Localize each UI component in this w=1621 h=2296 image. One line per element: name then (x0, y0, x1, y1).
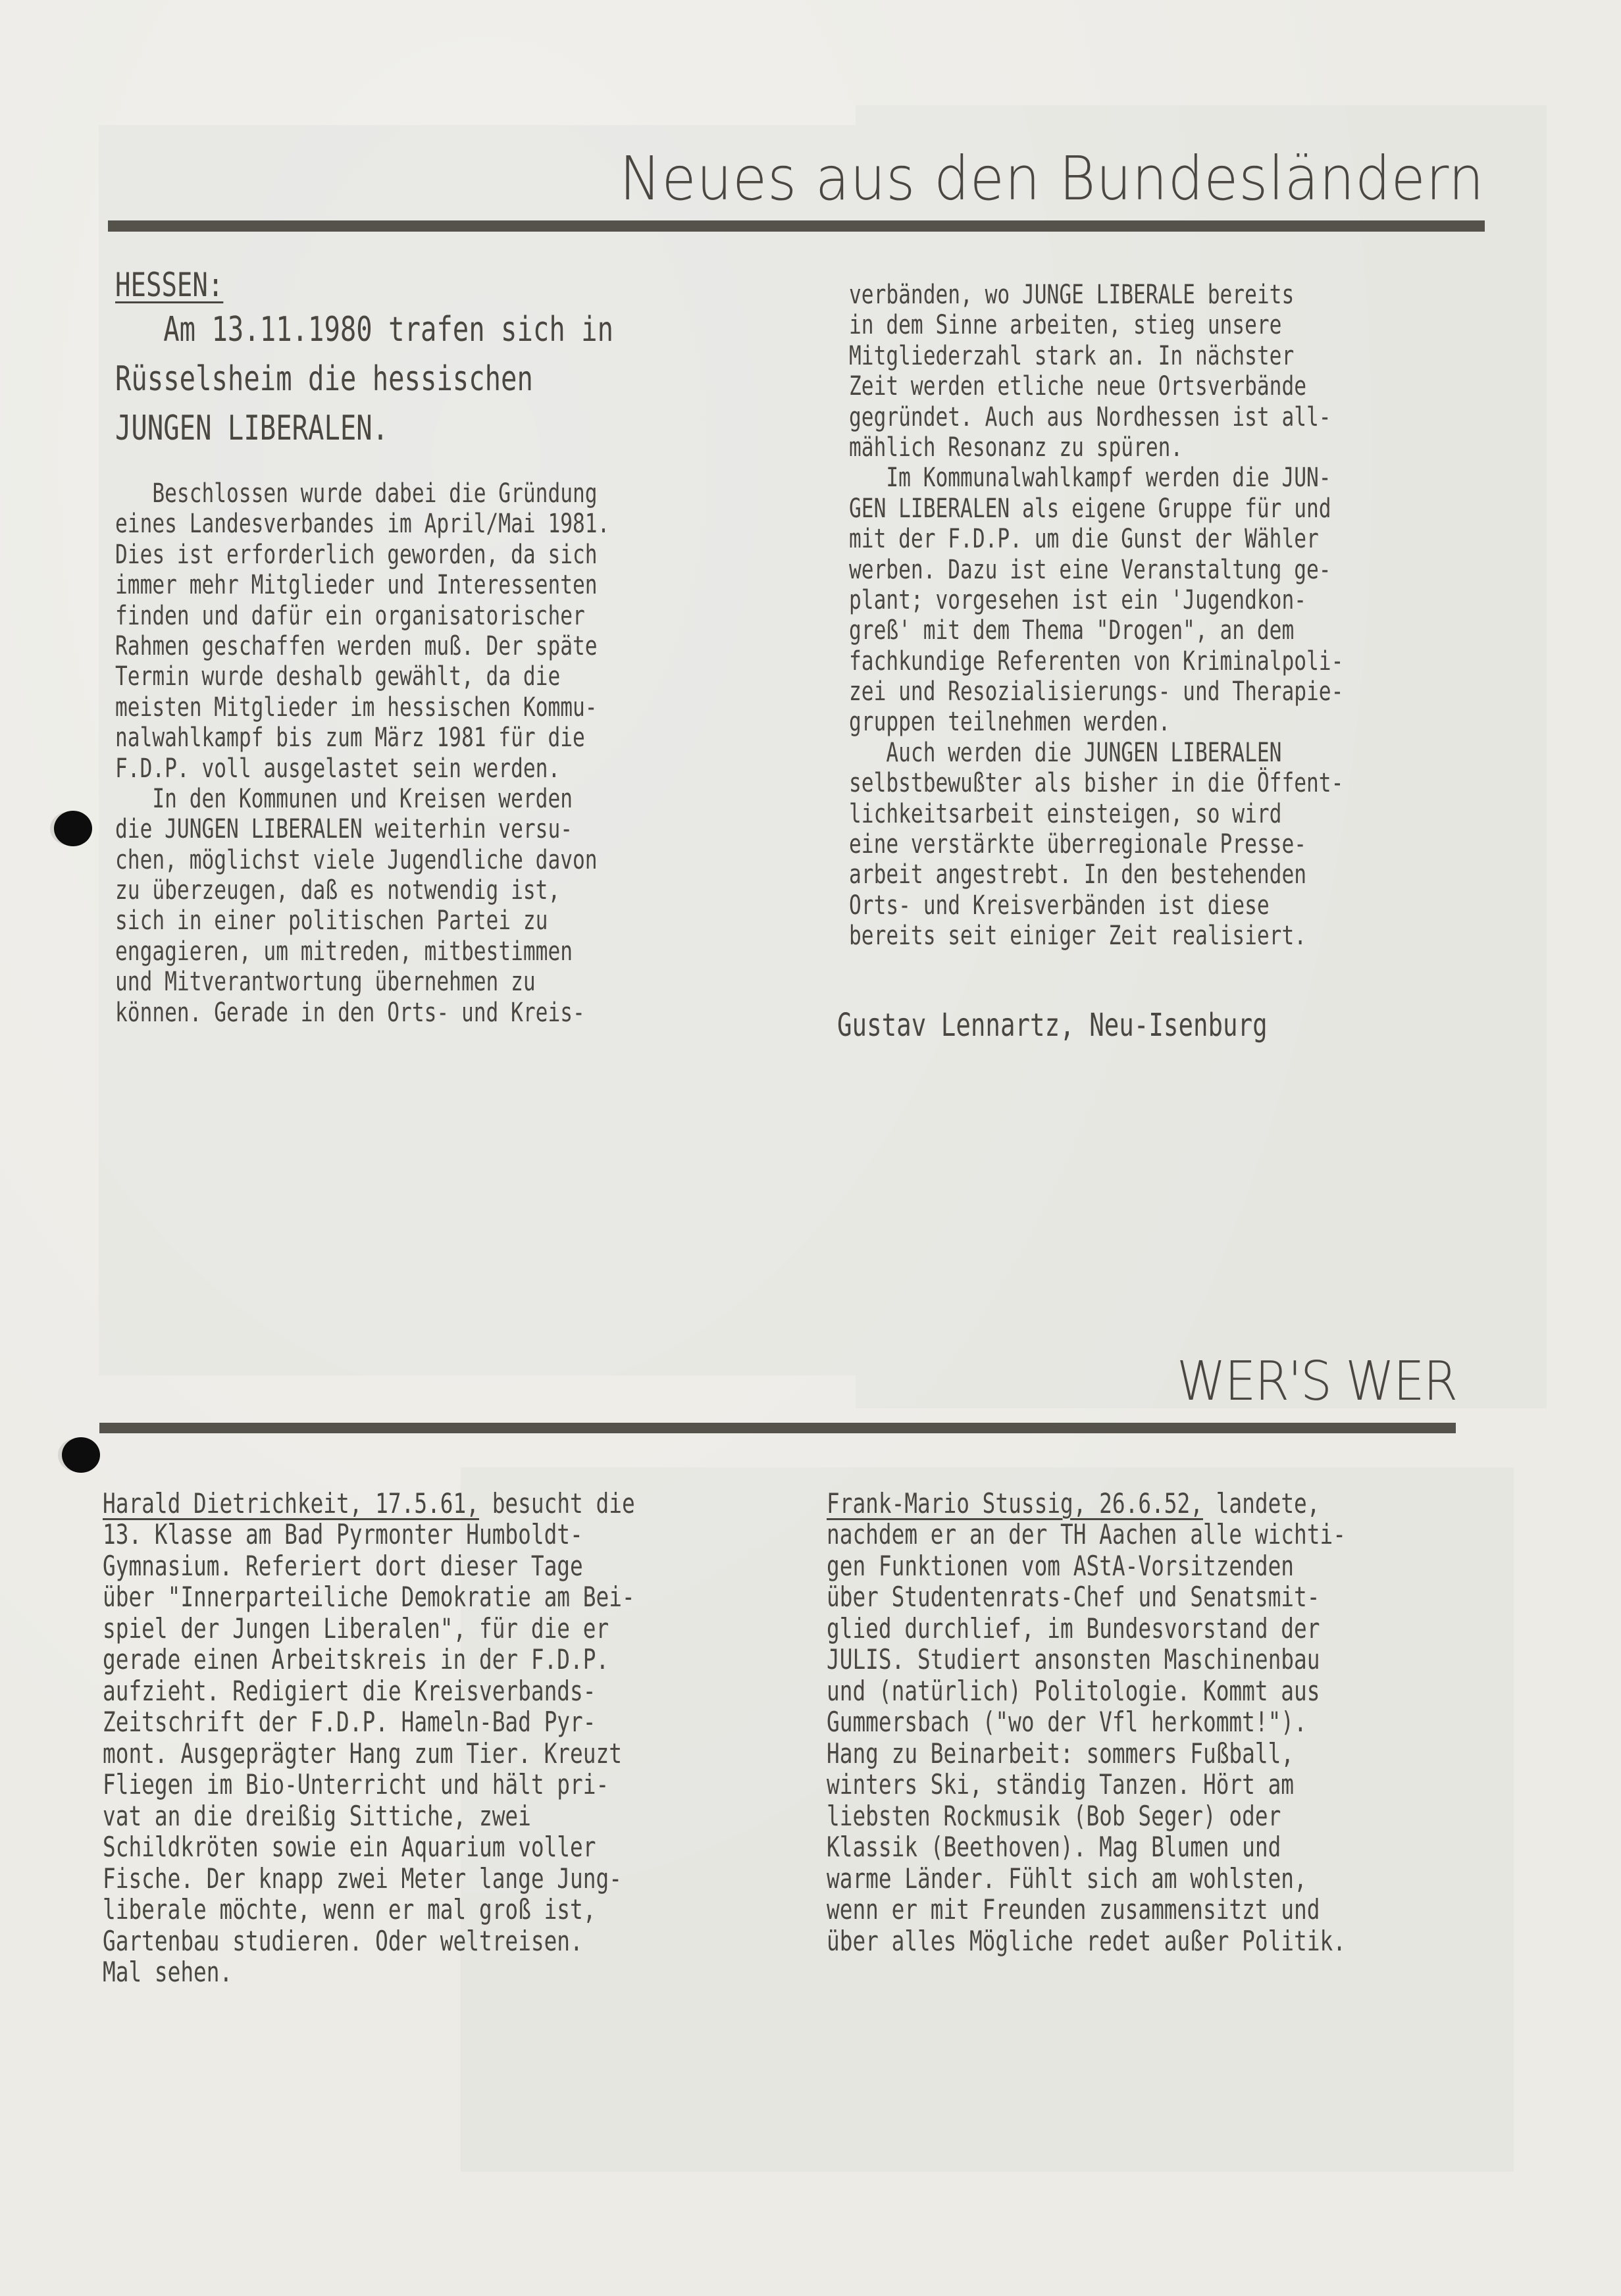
text-line: gruppen teilnehmen werden. (849, 707, 1171, 738)
text-line: Dies ist erforderlich geworden, da sich (115, 539, 598, 570)
text-line: Gartenbau studieren. Oder weltreisen. (103, 1924, 583, 1957)
text-line: wenn er mit Freunden zusammensitzt und (827, 1893, 1320, 1926)
text-line: liebsten Rockmusik (Bob Seger) oder (827, 1799, 1281, 1832)
signature: Gustav Lennartz, Neu-Isenburg (837, 1007, 1268, 1044)
text-line: nachdem er an der TH Aachen alle wichti- (827, 1518, 1346, 1550)
text-line: verbänden, wo JUNGE LIBERALE bereits (849, 280, 1295, 310)
text-line: sich in einer politischen Partei zu (115, 906, 548, 936)
text-line: immer mehr Mitglieder und Interessenten (115, 570, 598, 601)
punch-hole (54, 811, 92, 846)
text-line: In den Kommunen und Kreisen werden (115, 783, 573, 814)
hessen-left-column (115, 478, 749, 1028)
text-line: bereits seit einiger Zeit realisiert. (849, 921, 1307, 952)
text-line: fachkundige Referenten von Kriminalpoli- (849, 646, 1344, 676)
hessen-lead (115, 265, 754, 453)
hessen-right-column (849, 280, 1483, 952)
text-line: vat an die dreißig Sittiche, zwei (103, 1799, 531, 1832)
text-line: JUNGEN LIBERALEN. (115, 409, 389, 448)
text-line: gen Funktionen vom AStA-Vorsitzenden (827, 1549, 1295, 1582)
text-line: JULIS. Studiert ansonsten Maschinenbau (827, 1643, 1320, 1675)
profile-first-line-rest: besucht die (478, 1487, 635, 1519)
text-line: mont. Ausgeprägter Hang zum Tier. Kreuzt (103, 1737, 622, 1770)
hessen-lead-lines (115, 305, 754, 453)
wers-wer-title: WER'S WER (1176, 1350, 1456, 1413)
text-line: Schildkröten sowie ein Aquarium voller (103, 1831, 596, 1863)
text-line: glied durchlief, im Bundesvorstand der (827, 1612, 1320, 1645)
text-line: Auch werden die JUNGEN LIBERALEN (849, 737, 1282, 768)
text-line: arbeit angestrebt. In den bestehenden (849, 859, 1307, 890)
text-line: Termin wurde deshalb gewählt, da die (115, 661, 561, 692)
profile-first-line (827, 1489, 1346, 1519)
text-line: engagieren, um mitreden, mitbestimmen (115, 936, 573, 967)
text-line: Fliegen im Bio-Unterricht und hält pri- (103, 1768, 609, 1800)
text-line: lichkeitsarbeit einsteigen, so wird (849, 798, 1282, 829)
punch-hole (62, 1437, 100, 1473)
profile-first-line (103, 1489, 635, 1519)
text-line: Fische. Der knapp zwei Meter lange Jung- (103, 1862, 622, 1895)
text-line: mählich Resonanz zu spüren. (849, 432, 1183, 463)
text-line: F.D.P. voll ausgelastet sein werden. (115, 753, 561, 784)
text-line: in dem Sinne arbeiten, stieg unsere (849, 310, 1282, 341)
text-line: gerade einen Arbeitskreis in der F.D.P. (103, 1643, 609, 1675)
text-line: 13. Klasse am Bad Pyrmonter Humboldt- (103, 1518, 583, 1550)
text-line: Klassik (Beethoven). Mag Blumen und (827, 1831, 1281, 1863)
text-line: Rüsselsheim die hessischen (115, 359, 533, 399)
text-line: Mitgliederzahl stark an. In nächster (849, 340, 1295, 371)
text-line: Orts- und Kreisverbänden ist diese (849, 890, 1270, 921)
hessen-signature-block (837, 1006, 1389, 1045)
text-line: GEN LIBERALEN als eigene Gruppe für und (849, 493, 1331, 524)
text-line: greß' mit dem Thema "Drogen", an dem (849, 615, 1295, 646)
section-title: Neues aus den Bundesländern (619, 143, 1484, 214)
text-line: können. Gerade in den Orts- und Kreis- (115, 997, 585, 1028)
text-line: aufzieht. Redigiert die Kreisverbands- (103, 1674, 596, 1707)
text-line: werben. Dazu ist eine Veranstaltung ge- (849, 554, 1331, 585)
profile-first-line-rest: landete, (1202, 1487, 1320, 1519)
text-line: und Mitverantwortung übernehmen zu (115, 967, 536, 998)
text-line: chen, möglichst viele Jugendliche davon (115, 844, 598, 875)
text-line: über alles Mögliche redet außer Politik. (827, 1924, 1346, 1957)
text-line: finden und dafür ein organisatorischer (115, 600, 585, 631)
text-line: zei und Resozialisierungs- und Therapie- (849, 676, 1344, 707)
text-line: über Studentenrats-Chef und Senatsmit- (827, 1581, 1320, 1613)
text-line: über "Innerparteiliche Demokratie am Bei- (103, 1581, 635, 1613)
text-line: Rahmen geschaffen werden muß. Der späte (115, 630, 598, 661)
text-line: meisten Mitglieder im hessischen Kommu- (115, 692, 598, 723)
text-line: selbstbewußter als bisher in die Öffent- (849, 768, 1344, 799)
text-line: Gummersbach ("wo der Vfl herkommt!"). (827, 1706, 1307, 1738)
text-line: Beschlossen wurde dabei die Gründung (115, 478, 598, 509)
text-line: Im Kommunalwahlkampf werden die JUN- (849, 463, 1331, 494)
text-line: zu überzeugen, daß es notwendig ist, (115, 875, 561, 906)
text-line: Am 13.11.1980 trafen sich in (115, 310, 614, 349)
profile-frank-mario (827, 1489, 1492, 1956)
text-line: plant; vorgesehen ist ein 'Jugendkon- (849, 584, 1307, 615)
text-line: winters Ski, ständig Tanzen. Hört am (827, 1768, 1295, 1800)
text-line: die JUNGEN LIBERALEN weiterhin versu- (115, 814, 573, 845)
section-rule (108, 220, 1485, 232)
text-line: Zeitschrift der F.D.P. Hameln-Bad Pyr- (103, 1706, 596, 1738)
text-line: Mal sehen. (103, 1956, 233, 1988)
text-line: Hang zu Beinarbeit: sommers Fußball, (827, 1737, 1295, 1770)
text-line: warme Länder. Fühlt sich am wohlsten, (827, 1862, 1307, 1895)
text-line: nalwahlkampf bis zum März 1981 für die (115, 723, 585, 753)
text-line: gegründet. Auch aus Nordhessen ist all- (849, 401, 1331, 432)
text-line: liberale möchte, wenn er mal groß ist, (103, 1893, 596, 1926)
text-line: eine verstärkte überregionale Presse- (849, 829, 1307, 860)
text-line: mit der F.D.P. um die Gunst der Wähler (849, 524, 1319, 555)
profile-name: Frank-Mario Stussig, 26.6.52, (827, 1487, 1203, 1519)
profile-text (103, 1519, 785, 1988)
text-line: spiel der Jungen Liberalen", für die er (103, 1612, 609, 1645)
profile-harald (103, 1489, 785, 1988)
hessen-heading: HESSEN: (115, 266, 224, 304)
text-line: eines Landesverbandes im April/Mai 1981. (115, 509, 610, 540)
profile-text (827, 1519, 1492, 1956)
text-line: und (natürlich) Politologie. Kommt aus (827, 1674, 1320, 1707)
profile-name: Harald Dietrichkeit, 17.5.61, (103, 1487, 479, 1519)
wers-wer-rule (99, 1423, 1456, 1433)
text-line: Gymnasium. Referiert dort dieser Tage (103, 1549, 583, 1582)
text-line: Zeit werden etliche neue Ortsverbände (849, 371, 1307, 402)
